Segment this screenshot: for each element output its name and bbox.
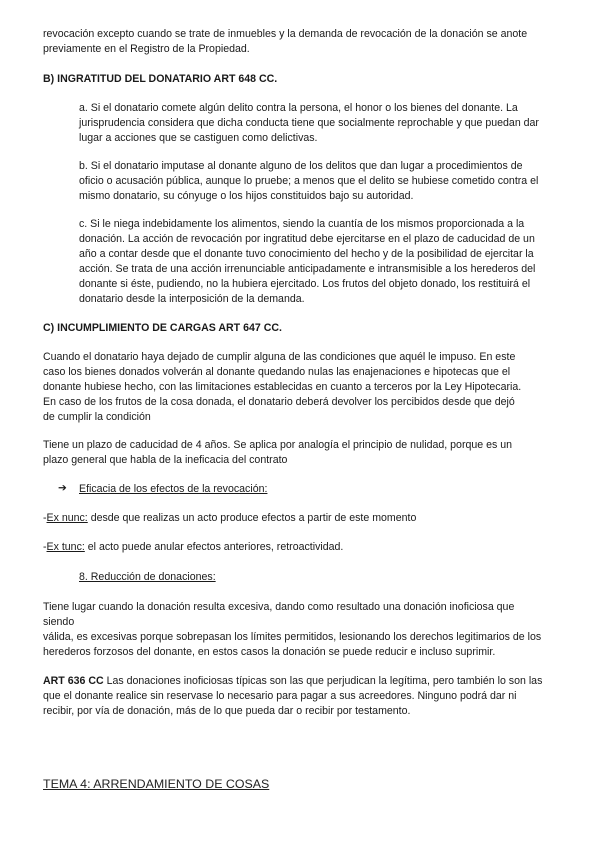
text-line: En caso de los frutos de la cosa donada, el donatario deberá devolver los percibidos desde que dejó xyxy=(43,396,515,408)
paragraph-c-2 xyxy=(43,438,563,468)
text-line: que el donante realice sin reservase lo necesario para pagar a sus acreedores. Ninguno podrá dar ni xyxy=(43,690,517,702)
text-line: Tiene un plazo de caducidad de 4 años. Se aplica por analogía el principio de nulidad, porque es un xyxy=(43,439,513,451)
text-line: acción. Se trata de una acción irrenunciable anticipadamente e intransmisible a los herederos del xyxy=(79,263,536,275)
art-636-label: ART 636 CC xyxy=(43,675,104,687)
text-line: donante hubiese hecho, con las limitaciones establecidas en cuanto a terceros por la Ley Hipotecaria. xyxy=(43,381,522,393)
text-line: de cumplir la condición xyxy=(43,411,151,423)
section-c-heading: C) INCUMPLIMIENTO DE CARGAS ART 647 CC. xyxy=(43,322,282,334)
art-636-paragraph xyxy=(43,674,563,719)
text-line: donatario desde la interposición de la demanda. xyxy=(79,293,305,305)
text-line: mismo donatario, su cónyuge o los hijos constituidos bajo su autoridad. xyxy=(79,190,414,202)
paragraph-b-c xyxy=(79,217,563,307)
paragraph-b-a xyxy=(79,101,563,146)
intro-paragraph xyxy=(43,27,563,57)
text-line: a. Si el donatario comete algún delito contra la persona, el honor o los bienes del donante. La xyxy=(79,102,518,114)
dash-bullet: - xyxy=(43,512,47,524)
text-line: lugar a acciones que se castiguen como delictivas. xyxy=(79,132,318,144)
text-line: Tiene lugar cuando la donación resulta excesiva, dando como resultado una donación inoficiosa que xyxy=(43,601,515,613)
paragraph-c-1 xyxy=(43,350,563,425)
text-line: recibir, por vía de donación, más de lo que pueda dar o recibir por testamento. xyxy=(43,705,411,717)
efficacy-heading: Eficacia de los efectos de la revocación: xyxy=(79,483,268,495)
text-line: siendo xyxy=(43,616,75,628)
section-b-heading: B) INGRATITUD DEL DONATARIO ART 648 CC. xyxy=(43,73,278,85)
ex-tunc-label: Ex tunc: xyxy=(46,541,85,553)
text-line: b. Si el donatario imputase al donante alguno de los delitos que dan lugar a procedimientos de xyxy=(79,160,523,172)
text-line: Cuando el donatario haya dejado de cumplir alguna de las condiciones que aquél le impuso. En este xyxy=(43,351,516,363)
text-line: válida, es excesivas porque sobrepasan los límites permitidos, lesionando los derechos legitimarios de los xyxy=(43,631,542,643)
reduccion-heading: 8. Reducción de donaciones: xyxy=(79,571,216,583)
tema-heading: TEMA 4: ARRENDAMIENTO DE COSAS xyxy=(43,777,270,791)
ex-nunc-item xyxy=(43,511,563,526)
dash-bullet: - xyxy=(43,541,47,553)
text-line: revocación excepto cuando se trate de inmuebles y la demanda de revocación de la donación se anote xyxy=(43,28,528,40)
ex-nunc-text: desde que realizas un acto produce efectos a partir de este momento xyxy=(87,512,417,524)
text-line: donante si éste, pudiendo, no la hubiera ejercitado. Los frutos del objeto donado, los restituirá el xyxy=(79,278,531,290)
text-line: año a contar desde que el donante tuvo conocimiento del hecho y de la posibilidad de ejercitar la xyxy=(79,248,534,260)
text-line: Las donaciones inoficiosas típicas son las que perjudican la legítima, pero también lo son las xyxy=(103,675,543,687)
text-line: caso los bienes donados volverán al donante quedando nulas las enajenaciones e hipotecas que el xyxy=(43,366,511,378)
text-line: donación. La acción de revocación por ingratitud debe ejercitarse en el plazo de caducidad de un xyxy=(79,233,535,245)
paragraph-b-b xyxy=(79,159,563,204)
text-line: jurisprudencia considera que dicha conducta tiene que socialmente reprochable y que puedan dar xyxy=(79,117,539,129)
arrow-bullet-icon: ➔ xyxy=(58,482,67,494)
text-line: herederos forzosos del donante, en estos casos la donación se puede reducir e incluso suprimir. xyxy=(43,646,496,658)
ex-nunc-label: Ex nunc: xyxy=(46,512,88,524)
text-line: c. Si le niega indebidamente los alimentos, siendo la cuantía de los mismos proporcionada a la xyxy=(79,218,525,230)
text-line: oficio o acusación pública, aunque lo pruebe; a menos que el delito se hubiese cometido contra el xyxy=(79,175,539,187)
text-line: plazo general que habla de la ineficacia del contrato xyxy=(43,454,288,466)
reduccion-paragraph xyxy=(43,600,563,660)
ex-tunc-item xyxy=(43,540,563,555)
text-line: previamente en el Registro de la Propiedad. xyxy=(43,43,250,55)
ex-tunc-text: el acto puede anular efectos anteriores, retroactividad. xyxy=(84,541,344,553)
